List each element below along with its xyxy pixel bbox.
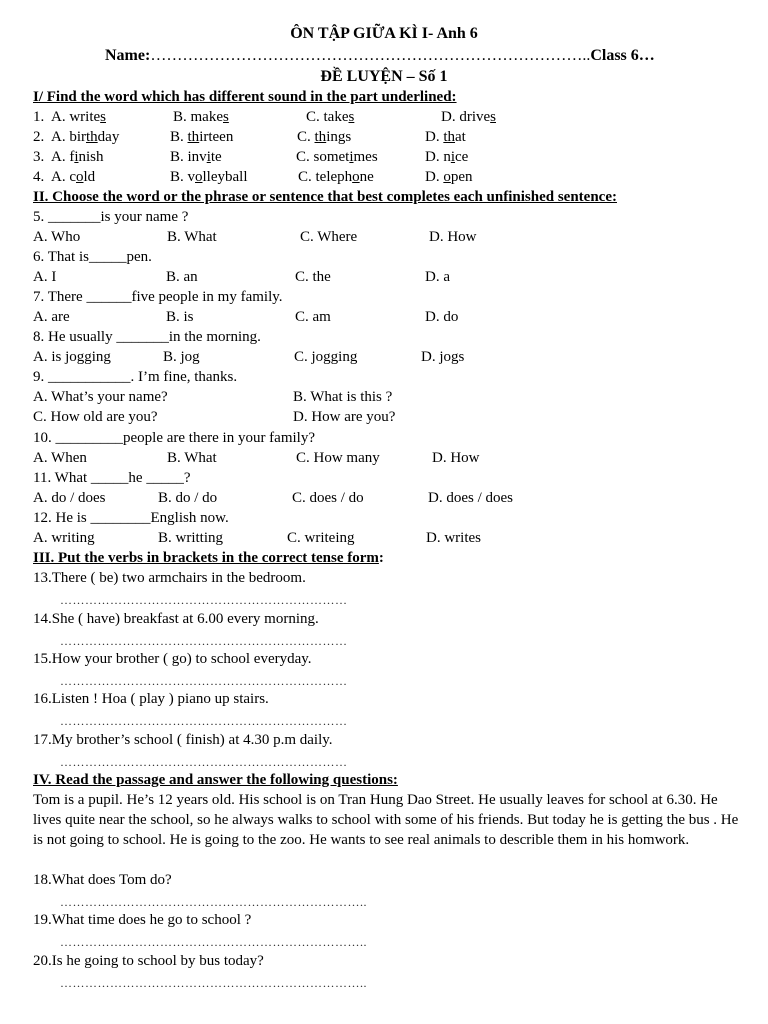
q3-number: 3. xyxy=(33,149,45,165)
q6-option-a: A. I xyxy=(33,269,57,285)
q10-option-d: D. How xyxy=(432,450,480,466)
q2-number: 2. xyxy=(33,129,45,145)
q10-option-c: C. How many xyxy=(296,450,380,466)
q12-option-d: D. writes xyxy=(426,530,481,546)
q4-option-b: B. volleyball xyxy=(170,169,248,185)
q3-option-d: D. nice xyxy=(425,149,469,165)
q5-option-a: A. Who xyxy=(33,229,81,245)
q11-question: 11. What _____he _____? xyxy=(33,470,191,486)
q6-question: 6. That is_____pen. xyxy=(33,249,152,265)
q4-option-d: D. open xyxy=(425,169,473,185)
q2-option-d: D. that xyxy=(425,129,466,145)
q12-question: 12. He is ________English now. xyxy=(33,510,229,526)
q11-option-d: D. does / does xyxy=(428,490,513,506)
q17-item: 17.My brother’s school ( finish) at 4.30 p.m daily. xyxy=(33,732,333,748)
q2-option-b: B. thirteen xyxy=(170,129,234,145)
section-3-heading: III. Put the verbs in brackets in the correct tense form: xyxy=(33,550,384,566)
q7-option-b: B. is xyxy=(166,309,194,325)
q1-number: 1. xyxy=(33,109,45,125)
q20-question: 20.Is he going to school by bus today? xyxy=(33,953,264,969)
q3-option-b: B. invite xyxy=(170,149,222,165)
q1-option-c: C. takes xyxy=(306,109,355,125)
q1-option-b: B. makes xyxy=(173,109,229,125)
q11-option-b: B. do / do xyxy=(158,490,218,506)
q10-question: 10. _________people are there in your family? xyxy=(33,430,315,446)
q16-answer-line: …………………………………………………………… xyxy=(60,714,348,728)
q19-answer-line: ……………………………………………………………….. xyxy=(60,935,367,949)
q5-question: 5. _______is your name ? xyxy=(33,209,189,225)
q7-option-a: A. are xyxy=(33,309,70,325)
q6-option-b: B. an xyxy=(166,269,198,285)
page-title: ÔN TẬP GIỮA KÌ I- Anh 6 xyxy=(290,25,478,42)
q18-question: 18.What does Tom do? xyxy=(33,872,172,888)
q18-answer-line: ……………………………………………………………….. xyxy=(60,895,367,909)
q15-answer-line: …………………………………………………………… xyxy=(60,674,348,688)
q3-option-c: C. sometimes xyxy=(296,149,378,165)
q4-number: 4. xyxy=(33,169,45,185)
q9-option-c: C. How old are you? xyxy=(33,409,158,425)
q10-option-a: A. When xyxy=(33,450,87,466)
q4-option-a: A. cold xyxy=(51,169,96,185)
q8-option-d: D. jogs xyxy=(421,349,465,365)
q16-item: 16.Listen ! Hoa ( play ) piano up stairs. xyxy=(33,691,269,707)
q9-question: 9. ___________. I’m fine, thanks. xyxy=(33,369,238,385)
q7-option-d: D. do xyxy=(425,309,459,325)
q2-option-a: A. birthday xyxy=(51,129,120,145)
name-line xyxy=(105,46,655,66)
q8-question: 8. He usually _______in the morning. xyxy=(33,329,261,345)
section-1-heading: I/ Find the word which has different sound in the part underlined: xyxy=(33,89,457,105)
q9-option-a: A. What’s your name? xyxy=(33,389,168,405)
q6-option-d: D. a xyxy=(425,269,450,285)
q12-option-a: A. writing xyxy=(33,530,95,546)
name-label: Name: xyxy=(105,47,151,64)
q13-item: 13.There ( be) two armchairs in the bedroom. xyxy=(33,570,306,586)
section-4-heading: IV. Read the passage and answer the following questions: xyxy=(33,772,398,788)
q12-option-b: B. writting xyxy=(158,530,224,546)
q7-question: 7. There ______five people in my family. xyxy=(33,289,283,305)
q5-option-c: C. Where xyxy=(300,229,358,245)
q7-option-c: C. am xyxy=(295,309,331,325)
q4-option-c: C. telephone xyxy=(298,169,374,185)
q6-option-c: C. the xyxy=(295,269,331,285)
q8-option-c: C. jogging xyxy=(294,349,358,365)
q14-item: 14.She ( have) breakfast at 6.00 every morning. xyxy=(33,611,319,627)
q2-option-c: C. things xyxy=(297,129,352,145)
class-label: Class 6… xyxy=(590,47,655,64)
q17-answer-line: …………………………………………………………… xyxy=(60,755,348,769)
q14-answer-line: …………………………………………………………… xyxy=(60,634,348,648)
q8-option-a: A. is jogging xyxy=(33,349,111,365)
q10-option-b: B. What xyxy=(167,450,217,466)
q9-option-d: D. How are you? xyxy=(293,409,396,425)
q5-option-b: B. What xyxy=(167,229,217,245)
q1-option-a: A. writes xyxy=(51,109,106,125)
section-2-heading: II. Choose the word or the phrase or sentence that best completes each unfinished sentence: xyxy=(33,189,617,205)
reading-passage: Tom is a pupil. He’s 12 years old. His school is on Tran Hung Dao Street. He usually leaves for school at 6.30. He lives quite near the school, so he always walks to school with some of his friends. But today he is getting the bus . He is not going to school. He is going to the zoo. He wants to see real animals to describle them in his homwork. xyxy=(33,792,739,848)
q1-option-d: D. drives xyxy=(441,109,496,125)
q8-option-b: B. jog xyxy=(163,349,200,365)
q13-answer-line: …………………………………………………………… xyxy=(60,593,348,607)
q9-option-b: B. What is this ? xyxy=(293,389,393,405)
q15-item: 15.How your brother ( go) to school everyday. xyxy=(33,651,312,667)
q12-option-c: C. writeing xyxy=(287,530,355,546)
q5-option-d: D. How xyxy=(429,229,477,245)
q3-option-a: A. finish xyxy=(51,149,104,165)
test-subtitle: ĐỀ LUYỆN – Số 1 xyxy=(320,68,448,85)
q19-question: 19.What time does he go to school ? xyxy=(33,912,252,928)
name-dots: ……………………………………………………………………….. xyxy=(150,47,591,64)
q20-answer-line: ……………………………………………………………….. xyxy=(60,976,367,990)
q11-option-a: A. do / does xyxy=(33,490,106,506)
q11-option-c: C. does / do xyxy=(292,490,364,506)
